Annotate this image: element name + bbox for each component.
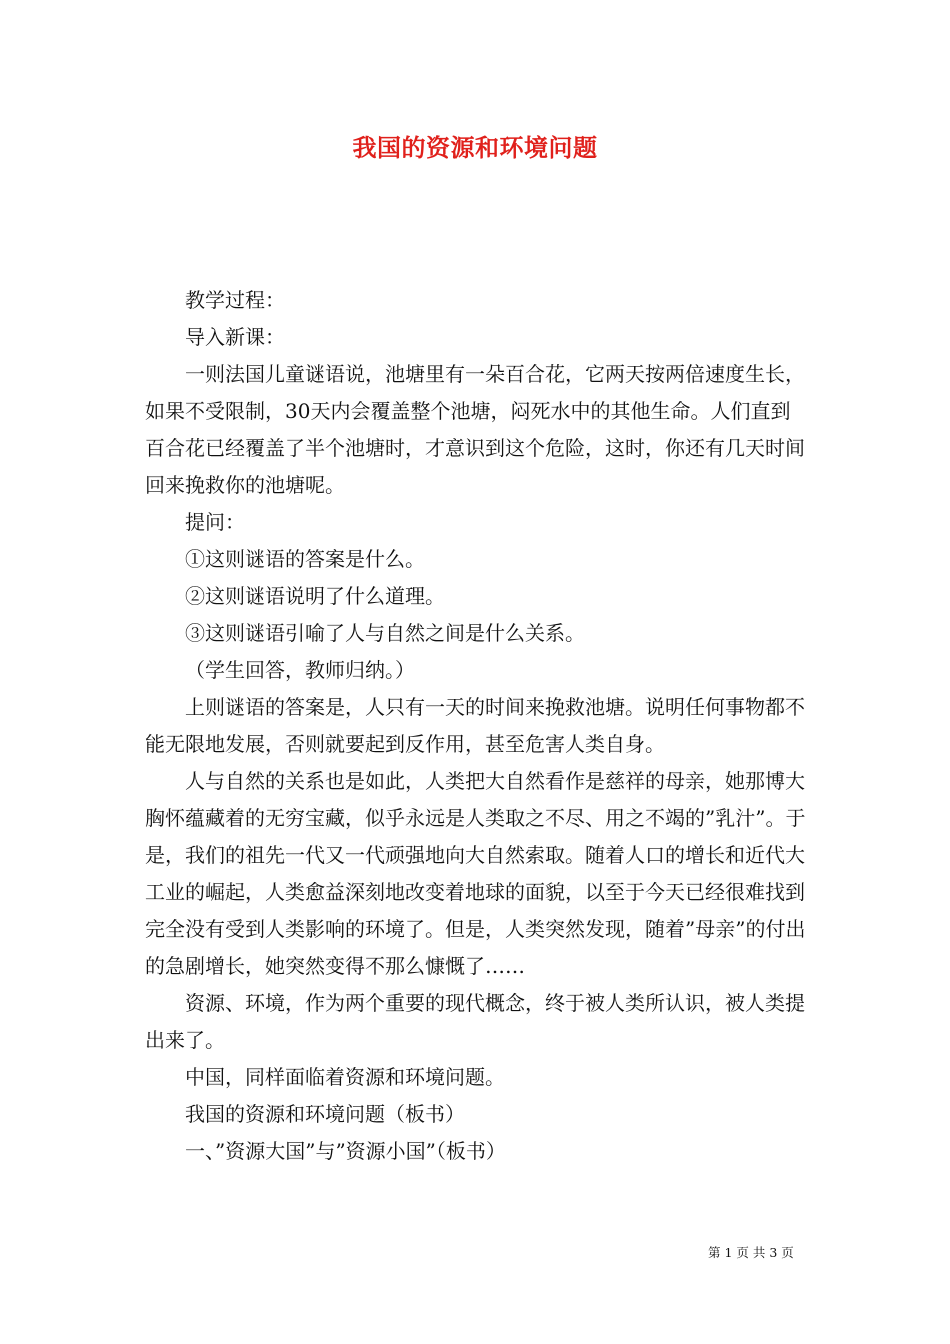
paragraph-question-heading: 提问： xyxy=(185,510,245,534)
paragraph-human-nature: 人与自然的关系也是如此，人类把大自然看作是慈祥的母亲，她那博大胸怀蕴藏着的无穷宝藏，似乎永远是人类取之不尽、用之不竭的”乳汁”。于是，我们的祖先一代又一代顽强地向大自然索取。随着人口的增长和近代大工业的崛起，人类愈益深刻地改变着地球的面貌，以至于今天已经很难找到完全没有受到人类影响的环境了。但是，人类突然发现，随着”母亲”的付出的急剧增长，她突然变得不那么慷慨了…… xyxy=(145,769,806,978)
paragraph-question-1: ①这则谜语的答案是什么。 xyxy=(185,547,425,571)
paragraph-china: 中国，同样面临着资源和环境问题。 xyxy=(185,1065,505,1089)
document-title: 我国的资源和环境问题 xyxy=(352,133,598,162)
paragraph-question-2: ②这则谜语说明了什么道理。 xyxy=(185,584,445,608)
paragraph-riddle-answer: 上则谜语的答案是，人只有一天的时间来挽救池塘。说明任何事物都不能无限地发展，否则就要起到反作用，甚至危害人类自身。 xyxy=(145,695,805,756)
paragraph-student-answer-note: （学生回答，教师归纳。） xyxy=(185,658,415,682)
paragraph-resources-environment: 资源、环境，作为两个重要的现代概念，终于被人类所认识，被人类提出来了。 xyxy=(145,991,805,1052)
page-number-footer: 第 1 页 共 3 页 xyxy=(708,1245,794,1260)
paragraph-question-3: ③这则谜语引喻了人与自然之间是什么关系。 xyxy=(185,621,585,645)
paragraph-teaching-process: 教学过程： xyxy=(185,288,285,312)
paragraph-section-one: 一、”资源大国”与”资源小国”（板书） xyxy=(185,1139,506,1163)
paragraph-board-title: 我国的资源和环境问题（板书） xyxy=(185,1102,465,1126)
document-body xyxy=(145,282,810,1170)
paragraph-introduction: 导入新课： xyxy=(185,325,285,349)
paragraph-riddle: 一则法国儿童谜语说，池塘里有一朵百合花，它两天按两倍速度生长，如果不受限制，30天内会覆盖整个池塘，闷死水中的其他生命。人们直到百合花已经覆盖了半个池塘时，才意识到这个危险，这时，你还有几天时间回来挽救你的池塘呢。 xyxy=(145,362,805,497)
